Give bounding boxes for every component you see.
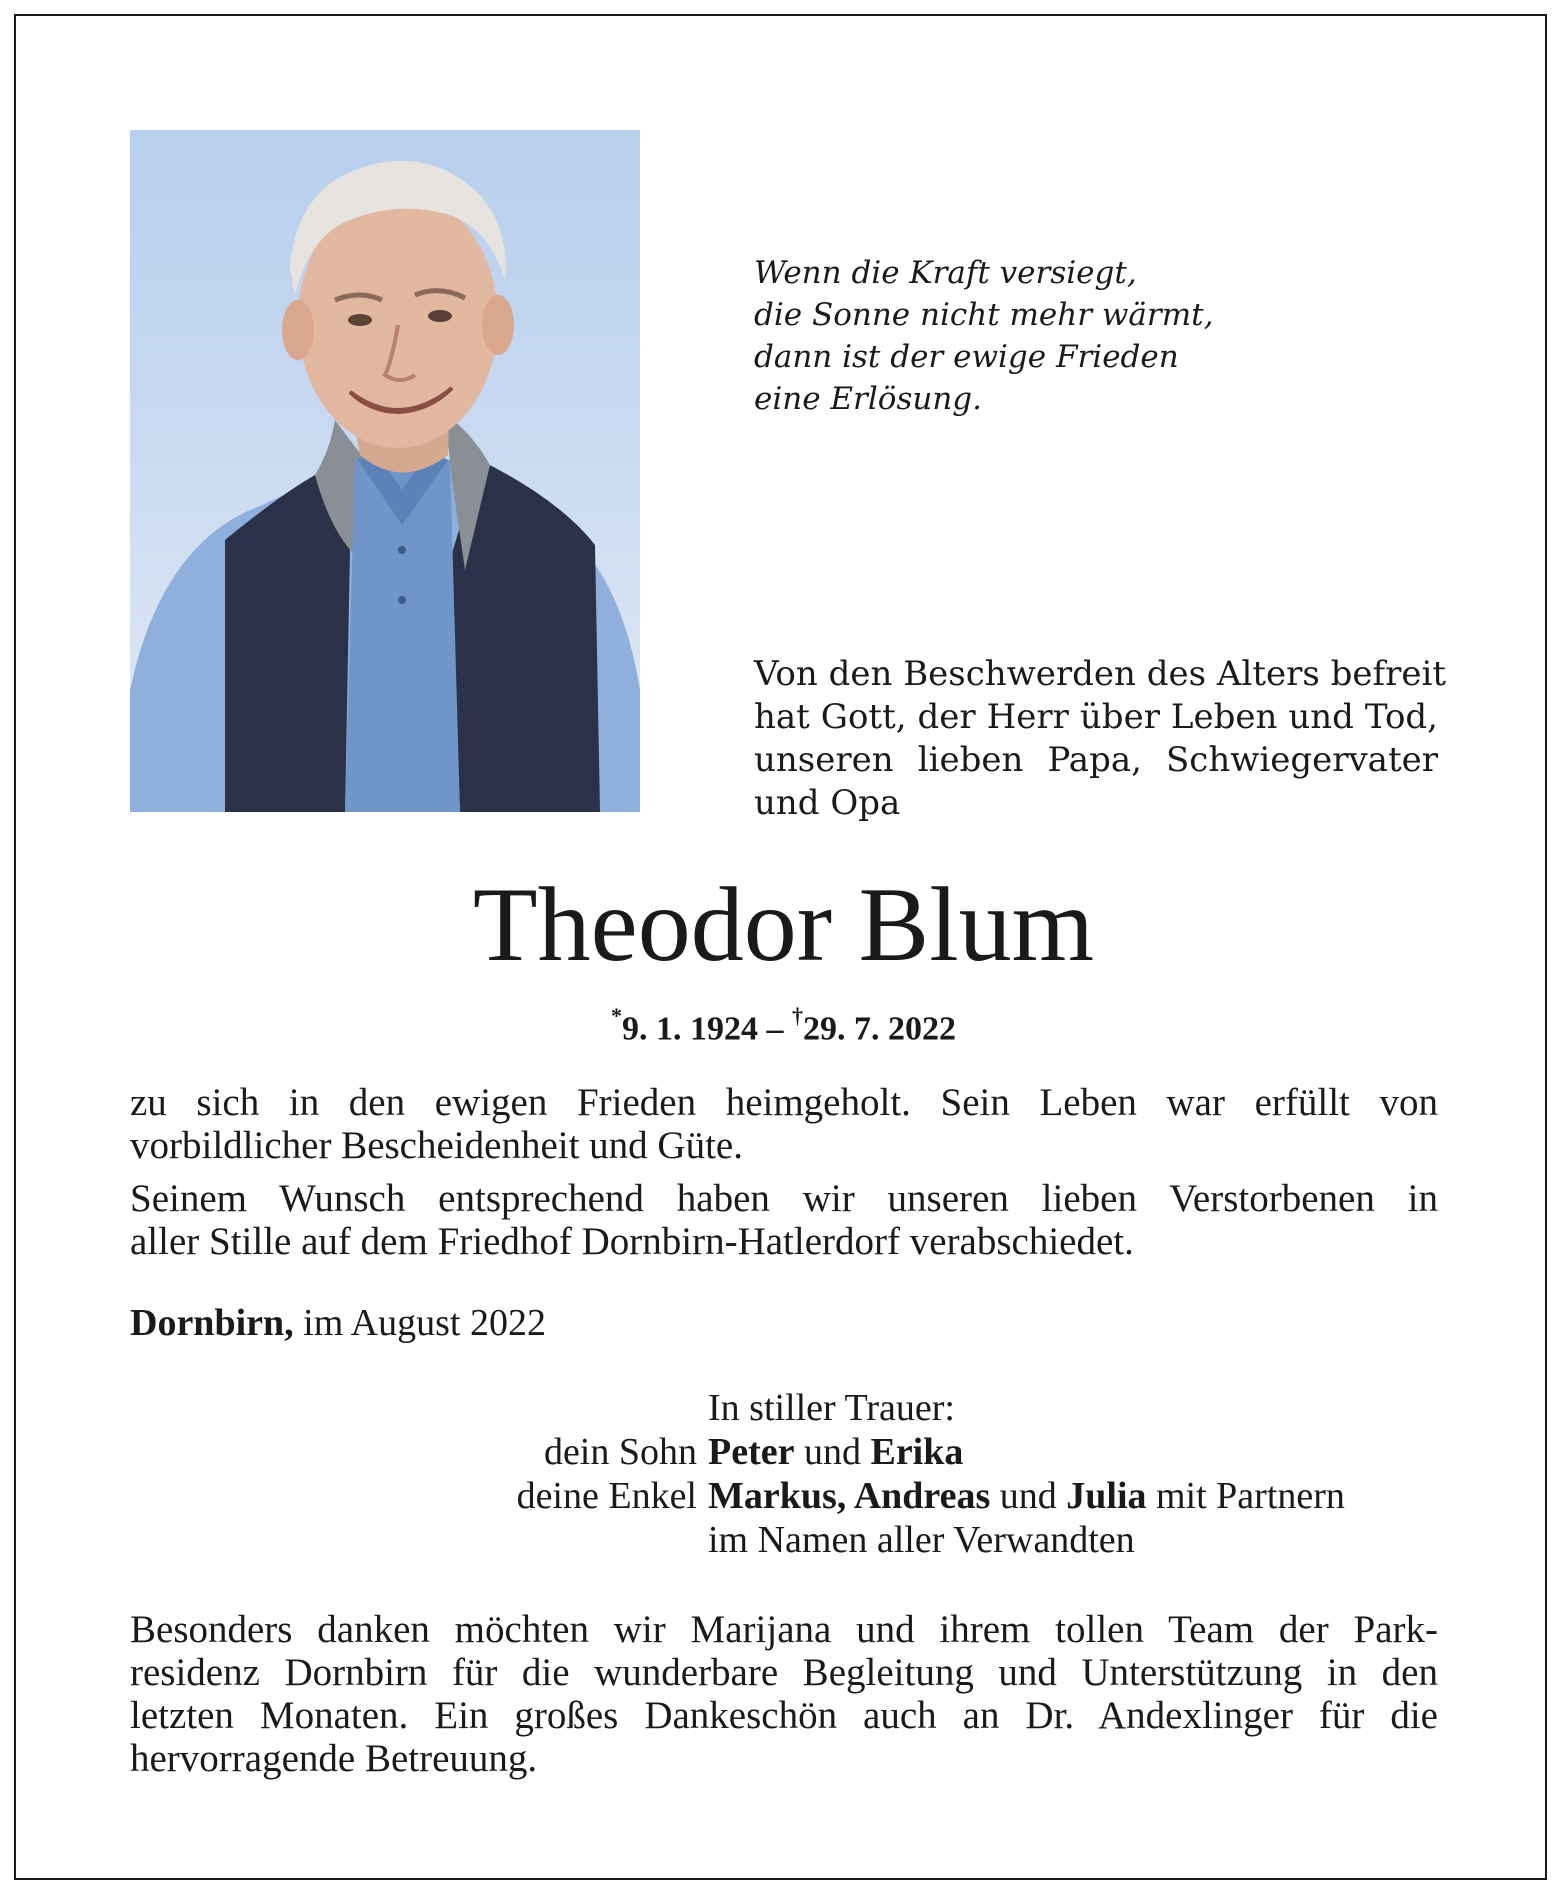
birth-date: 9. 1. 1924 (622, 1010, 758, 1048)
eye-left (348, 314, 372, 326)
paragraph-line: zu sich in den ewigen Frieden heimgeholt. Sein Leben war erfüllt von (130, 1081, 1438, 1124)
vest-left (225, 475, 350, 812)
grandchildren-last: Julia (1066, 1475, 1147, 1517)
paragraph-heimgeholt (130, 1081, 1438, 1167)
paragraph-line: hervorragende Betreuung. (130, 1737, 538, 1780)
ear-right (482, 295, 514, 355)
intro-text (754, 653, 1447, 825)
paragraph-line: vorbildlicher Bescheidenheit und Güte. (130, 1124, 743, 1167)
paragraph-thanks (130, 1608, 1438, 1780)
portrait-photo (130, 130, 640, 812)
place-name: Dornbirn, (130, 1302, 294, 1344)
son-label: dein Sohn (543, 1431, 697, 1473)
mourning-heading-row (0, 1386, 1567, 1430)
intro-line: unseren lieben Papa, Schwiegervater (754, 740, 1438, 780)
grandchildren-conj: und (990, 1475, 1067, 1517)
paragraph-line: Seinem Wunsch entsprechend haben wir unseren lieben Verstorbenen in (130, 1177, 1438, 1220)
deceased-name: Theodor Blum (472, 866, 1095, 983)
poem-line: die Sonne nicht mehr wärmt, (754, 297, 1214, 333)
paragraph-line: aller Stille auf dem Friedhof Dornbirn-Hatlerdorf verabschiedet. (130, 1220, 1134, 1263)
poem-line: Wenn die Kraft versiegt, (754, 255, 1137, 291)
intro-line: und Opa (754, 783, 901, 823)
paragraph-farewell (130, 1177, 1438, 1263)
death-date: 29. 7. 2022 (803, 1010, 956, 1048)
shirt-button (398, 596, 406, 604)
grandchildren-names: Markus, Andreas (708, 1475, 991, 1517)
grandchildren-label: deine Enkel (516, 1475, 697, 1517)
son-partner: Erika (870, 1431, 964, 1473)
mourning-heading: In stiller Trauer: (708, 1387, 955, 1429)
shirt-button (398, 546, 406, 554)
mourner-son-row (0, 1430, 1567, 1474)
date-separator: – (758, 1010, 792, 1048)
poem-line: eine Erlösung. (754, 381, 982, 417)
intro-line: hat Gott, der Herr über Leben und Tod, (754, 697, 1438, 737)
mourner-grandchildren-row (0, 1474, 1567, 1518)
place-date (130, 1301, 546, 1345)
son-conj: und (794, 1431, 871, 1473)
death-symbol: † (792, 1003, 803, 1028)
grandchildren-suffix: mit Partnern (1146, 1475, 1345, 1517)
paragraph-line: letzten Monaten. Ein großes Dankeschön auch an Dr. Andexlinger für die (130, 1694, 1438, 1737)
eye-right (428, 310, 452, 322)
mourners-list (0, 1386, 1567, 1562)
date-text: im August 2022 (293, 1302, 546, 1344)
paragraph-line: Besonders danken möchten wir Marijana und ihrem tollen Team der Park- (130, 1608, 1438, 1651)
relatives-text: im Namen aller Verwandten (708, 1519, 1135, 1561)
son-name: Peter (708, 1431, 795, 1473)
birth-symbol: * (611, 1003, 622, 1028)
intro-line: Von den Beschwerden des Alters befreit (754, 654, 1447, 694)
ear-left (282, 300, 314, 360)
paragraph-line: residenz Dornbirn für die wunderbare Begleitung und Unterstützung in den (130, 1651, 1438, 1694)
life-dates (0, 1000, 1567, 1049)
poem (754, 252, 1454, 420)
poem-line: dann ist der ewige Frieden (754, 339, 1179, 375)
portrait-illustration (130, 130, 640, 812)
mourner-relatives-row (0, 1518, 1567, 1562)
